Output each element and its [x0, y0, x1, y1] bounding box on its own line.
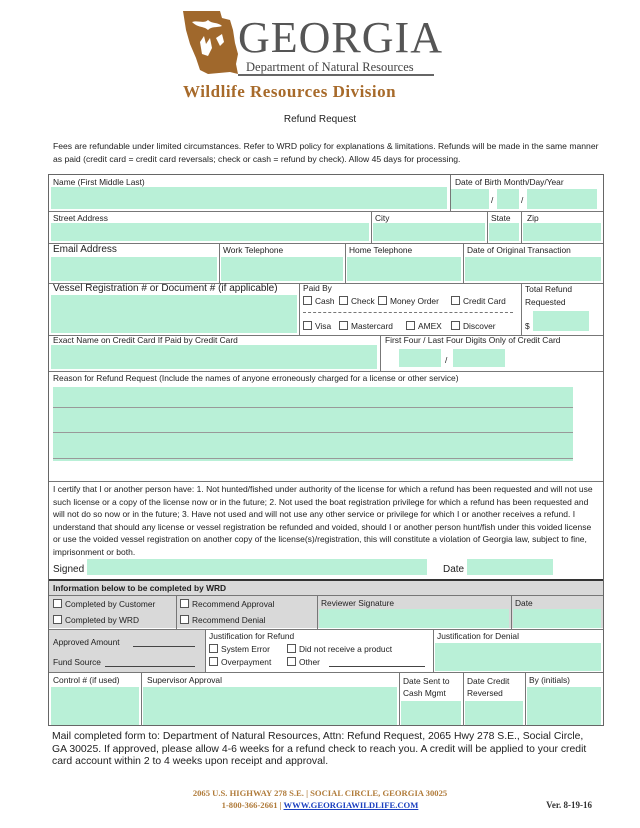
exact-name-input[interactable]: [51, 345, 377, 369]
payment-option-credit-card[interactable]: Credit Card: [451, 296, 506, 306]
recommend-approval[interactable]: Recommend Approval: [180, 599, 274, 609]
total-refund-input[interactable]: [533, 311, 589, 331]
card-first-four-input[interactable]: [399, 349, 441, 367]
reviewer-date-label: Date: [515, 598, 533, 608]
reason-system-error[interactable]: System Error: [209, 644, 270, 654]
form-frame: [48, 174, 604, 726]
date-sent-input[interactable]: [401, 701, 461, 725]
date-sent-label: Date Sent to Cash Mgmt: [403, 676, 450, 698]
footer-website-link[interactable]: WWW.GEORGIAWILDLIFE.COM: [283, 800, 419, 810]
signed-label: Signed: [53, 564, 85, 575]
justification-refund-label: Justification for Refund: [209, 631, 295, 641]
completed-by-customer[interactable]: Completed by Customer: [53, 599, 155, 609]
reviewer-date-input[interactable]: [513, 609, 601, 628]
home-phone-input[interactable]: [347, 257, 461, 281]
name-input[interactable]: [51, 187, 447, 209]
reviewer-signature-input[interactable]: [319, 609, 509, 628]
email-label: Email Address: [53, 244, 117, 255]
work-phone-input[interactable]: [221, 257, 343, 281]
state-label: State: [491, 213, 511, 223]
fund-source-label: Fund Source: [53, 657, 101, 667]
city-input[interactable]: [373, 223, 485, 241]
zip-input[interactable]: [523, 223, 601, 241]
card-digits-separator: /: [445, 355, 448, 365]
paid-by-label: Paid By: [303, 283, 332, 293]
signature-input[interactable]: [87, 559, 427, 575]
by-initials-input[interactable]: [527, 687, 601, 725]
state-input[interactable]: [489, 223, 519, 241]
dob-month-input[interactable]: [451, 189, 489, 209]
dob-label: Date of Birth Month/Day/Year: [455, 177, 564, 187]
reason-other[interactable]: Other: [287, 657, 320, 667]
card-option-amex[interactable]: AMEX: [406, 321, 442, 331]
control-number-input[interactable]: [51, 687, 139, 725]
exact-name-label: Exact Name on Credit Card If Paid by Credit Card: [53, 335, 238, 345]
home-phone-label: Home Telephone: [349, 245, 413, 255]
original-date-input[interactable]: [465, 257, 601, 281]
card-digits-label: First Four / Last Four Digits Only of Credit Card: [385, 335, 561, 345]
brand-subtitle: Department of Natural Resources: [246, 60, 414, 74]
card-option-discover[interactable]: Discover: [451, 321, 496, 331]
footer-phone: 1-800-366-2661 |: [221, 800, 284, 810]
street-input[interactable]: [51, 223, 369, 241]
supervisor-approval-label: Supervisor Approval: [147, 675, 222, 685]
justification-denial-label: Justification for Denial: [437, 631, 519, 641]
completed-by-wrd[interactable]: Completed by WRD: [53, 615, 139, 625]
dob-separator-2: /: [521, 195, 524, 205]
street-label: Street Address: [53, 213, 108, 223]
form-title: Refund Request: [283, 114, 357, 125]
vessel-label: Vessel Registration # or Document # (if applicable): [53, 283, 278, 294]
reason-input[interactable]: [53, 387, 573, 461]
date-credit-label: Date Credit Reversed: [467, 676, 510, 698]
wrd-header-label: Information below to be completed by WRD: [53, 583, 227, 593]
payment-option-money-order[interactable]: Money Order: [378, 296, 439, 306]
control-number-label: Control # (if used): [53, 675, 120, 685]
signed-date-label: Date: [443, 564, 465, 575]
vessel-input[interactable]: [51, 295, 297, 333]
reason-label: Reason for Refund Request (Include the names of anyone erroneously charged for a license or other service): [53, 373, 459, 383]
by-initials-label: By (initials): [529, 675, 570, 685]
version-label: Ver. 8-19-16: [546, 800, 592, 810]
footer-address: 2065 U.S. HIGHWAY 278 S.E. | SOCIAL CIRCLE, GEORGIA 30025: [192, 788, 448, 798]
date-credit-input[interactable]: [465, 701, 523, 725]
dob-separator-1: /: [491, 195, 494, 205]
footer-contact: [0, 800, 640, 810]
email-input[interactable]: [51, 257, 217, 281]
justification-denial-input[interactable]: [435, 643, 601, 671]
total-refund-label: Total Refund Requested: [525, 284, 573, 307]
zip-label: Zip: [527, 213, 539, 223]
brand-title: GEORGIA: [238, 13, 443, 62]
dob-day-input[interactable]: [497, 189, 519, 209]
dollar-sign: $: [525, 321, 530, 331]
brand-division: Wildlife Resources Division: [183, 82, 397, 101]
supervisor-approval-input[interactable]: [143, 687, 397, 725]
payment-option-check[interactable]: Check: [339, 296, 375, 306]
approved-amount-label: Approved Amount: [53, 637, 120, 647]
recommend-denial[interactable]: Recommend Denial: [180, 615, 266, 625]
intro-text: Fees are refundable under limited circumstances. Refer to WRD policy for explanations & limitations. Refunds will be made in the same manner as paid (credit card = credit card reversals; check or cash = refund by check). Allow 45 days for processing.: [53, 141, 599, 164]
dob-year-input[interactable]: [527, 189, 597, 209]
name-label: Name (First Middle Last): [53, 177, 145, 187]
reviewer-signature-label: Reviewer Signature: [321, 598, 395, 608]
work-phone-label: Work Telephone: [223, 245, 284, 255]
certification-text: I certify that I or another person have: 1. Not hunted/fished under authority of the license for which a refund has been requested and will not use such license or a copy of the license now or in the future; 2. Not used the boat registration privilege for which a refund has been requested and will not do so now or in the future; 3. Have not used and will not use any other service or privilege for which I or another receives a refund. I understand that should any license or vessel registration be refunded and voided, should I or another person hunt/fish under this voided license or use the voided vessel registration on another copy of the license(s)/registration, this will constitute a violation of Georgia law, subject to fine, imprisonment or both.: [53, 484, 593, 557]
payment-option-cash[interactable]: Cash: [303, 296, 335, 306]
card-last-four-input[interactable]: [453, 349, 505, 367]
original-date-label: Date of Original Transaction: [467, 245, 571, 255]
reason-overpayment[interactable]: Overpayment: [209, 657, 271, 667]
card-option-visa[interactable]: Visa: [303, 321, 331, 331]
payment-divider: [303, 312, 513, 313]
signed-date-input[interactable]: [467, 559, 553, 575]
reason-not-received[interactable]: Did not receive a product: [287, 644, 392, 654]
mail-instructions: Mail completed form to: Department of Natural Resources, Attn: Refund Request, 2065 Hwy 278 S.E., Social Circle, GA 30025. If approved, please allow 4-6 weeks for a refund check to reach you. A credit will be applied to your credit card account within 2 to 4 weeks upon receipt and approval.: [52, 731, 587, 767]
card-option-mastercard[interactable]: Mastercard: [339, 321, 393, 331]
city-label: City: [375, 213, 390, 223]
